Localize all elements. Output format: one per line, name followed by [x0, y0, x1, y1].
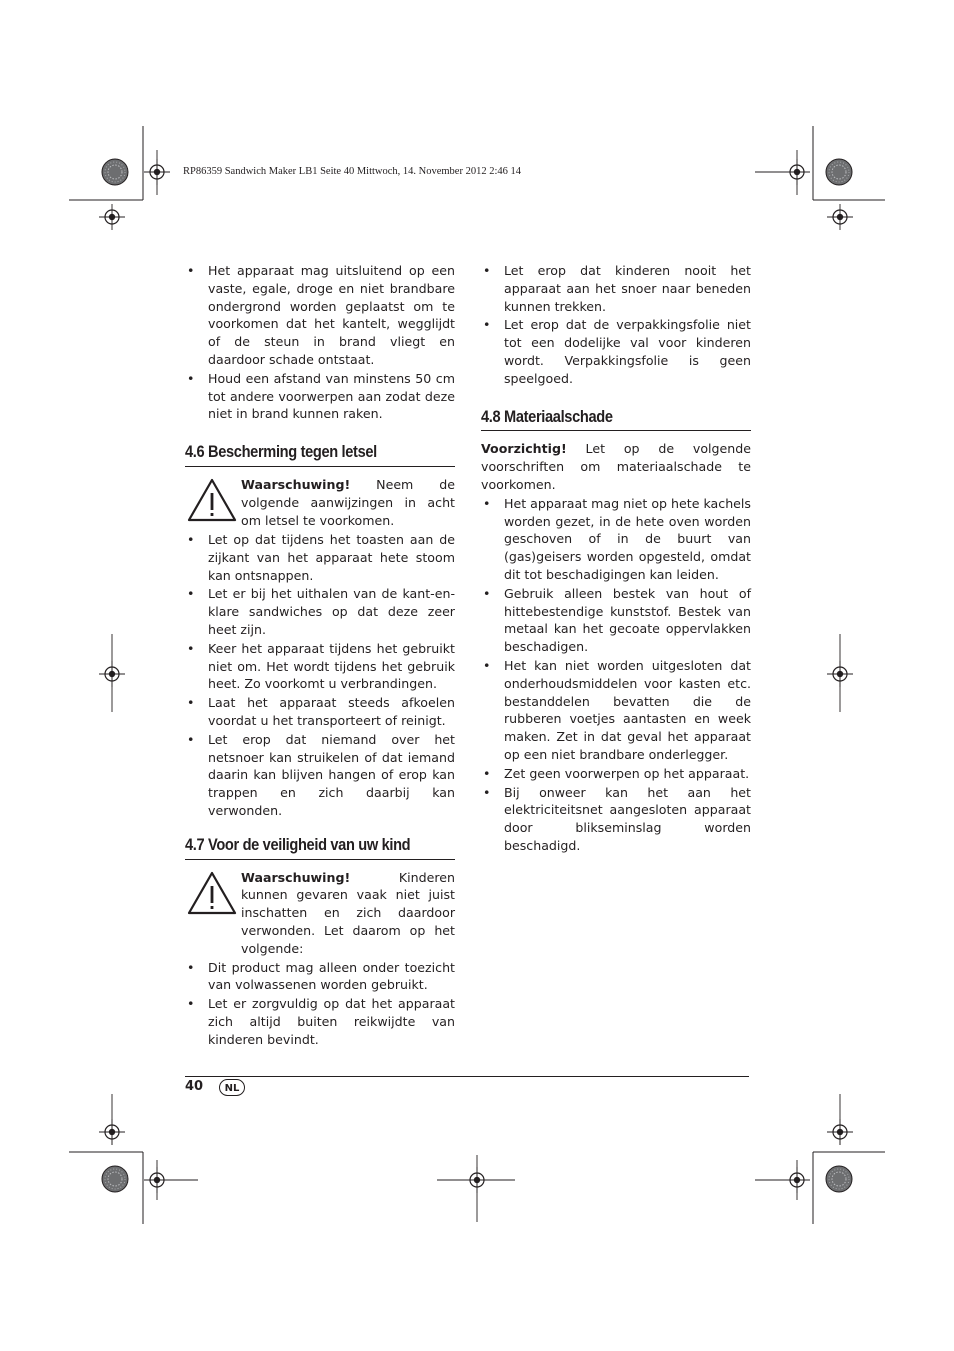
section-heading-4-7: [185, 836, 455, 860]
left-column: [185, 262, 455, 1049]
section-title: 4.7 Voor de veiligheid van uw kind: [185, 834, 411, 854]
list-item: • Het apparaat mag uitsluitend op een vaste, egale, droge en niet brandbare ondergrond worden geplaatst om te voorkomen dat het kantelt, wegglijdt of de steun in brand vliegt en daardoor schade ontstaat.: [185, 262, 455, 369]
list-item: • Let op dat tijdens het toasten aan de zijkant van het apparaat hete stoom kan ontsnappen.: [185, 531, 455, 584]
section-heading-4-8: [481, 408, 751, 432]
warning-triangle-icon: [187, 478, 237, 522]
footer-divider: [185, 1076, 749, 1077]
page-number: 40: [185, 1079, 204, 1094]
bullet-list: [185, 262, 455, 423]
print-header: RP86359 Sandwich Maker LB1 Seite 40 Mittwoch, 14. November 2012 2:46 14: [183, 166, 522, 177]
language-badge: NL: [219, 1079, 245, 1096]
list-item: • Let erop dat kinderen nooit het apparaat aan het snoer naar beneden kunnen trekken.: [481, 262, 751, 315]
list-item: • Houd een afstand van minstens 50 cm tot andere voorwerpen aan zodat deze niet in brand kunnen raken.: [185, 370, 455, 423]
bullet-list: [481, 262, 751, 388]
list-item: • Laat het apparaat steeds afkoelen voordat u het transporteert of reinigt.: [185, 694, 455, 730]
section-title: 4.6 Bescherming tegen letsel: [185, 442, 377, 462]
list-item: • Zet geen voorwerpen op het apparaat.: [481, 765, 751, 783]
list-item: • Dit product mag alleen onder toezicht van volwassenen worden gebruikt.: [185, 959, 455, 995]
caution-paragraph: [481, 440, 751, 493]
list-item: • Het apparaat mag niet op hete kachels worden gezet, in de hete oven worden geschoven of in de buurt van (gas)geisers worden opgesteld, omdat dit tot beschadigingen kan leiden.: [481, 495, 751, 584]
bullet-list: [185, 531, 455, 820]
section-title: 4.8 Materiaalschade: [481, 406, 613, 426]
right-column: [481, 262, 751, 856]
list-item: • Gebruik alleen bestek van hout of hittebestendige kunststof. Bestek van metaal kan het gecoate oppervlakken beschadigen.: [481, 585, 751, 656]
list-item: • Let erop dat de verpakkingsfolie niet tot een dodelijke val voor kinderen wordt. Verpakkingsfolie is geen speelgoed.: [481, 316, 751, 387]
warning-text: Kinderen kunnen gevaren vaak niet juist inschatten en zich daardoor verwonden. Let daarom op het volgende:: [241, 869, 455, 956]
bullet-list: [185, 959, 455, 1049]
warning-block: [185, 476, 455, 530]
warning-block: [185, 869, 455, 958]
warning-triangle-icon: [187, 871, 237, 915]
list-item: • Keer het apparaat tijdens het gebruikt niet om. Het wordt tijdens het gebruik heet. Zo voorkomt u verbrandingen.: [185, 640, 455, 693]
section-heading-4-6: [185, 443, 455, 467]
caution-text: Let op de volgende voorschriften om materiaalschade te voorkomen.: [481, 441, 751, 492]
list-item: • Let er bij het uithalen van de kant-en-klare sandwiches op dat deze zeer heet zijn.: [185, 585, 455, 638]
caution-label: Voorzichtig!: [481, 441, 567, 457]
list-item: • Het kan niet worden uitgesloten dat onderhoudsmiddelen voor kasten etc. bestanddelen bevatten die de rubberen voetjes aantasten en week maken. Zet in dat geval het apparaat op een niet brandbare onderlegger.: [481, 657, 751, 764]
list-item: • Let erop dat niemand over het netsnoer kan struikelen of dat iemand daarin kan blijven hangen of erop kan trappen en zich daarbij kan verwonden.: [185, 731, 455, 820]
warning-label: Waarschuwing!: [241, 476, 351, 492]
warning-text: Neem de volgende aanwijzingen in acht om letsel te voorkomen.: [241, 476, 455, 528]
warning-label: Waarschuwing!: [241, 869, 351, 885]
list-item: • Bij onweer kan het aan het elektriciteitsnet aangesloten apparaat door blikseminslag worden beschadigd.: [481, 784, 751, 855]
bullet-list: [481, 495, 751, 855]
list-item: • Let er zorgvuldig op dat het apparaat zich altijd buiten reikwijdte van kinderen bevindt.: [185, 995, 455, 1048]
